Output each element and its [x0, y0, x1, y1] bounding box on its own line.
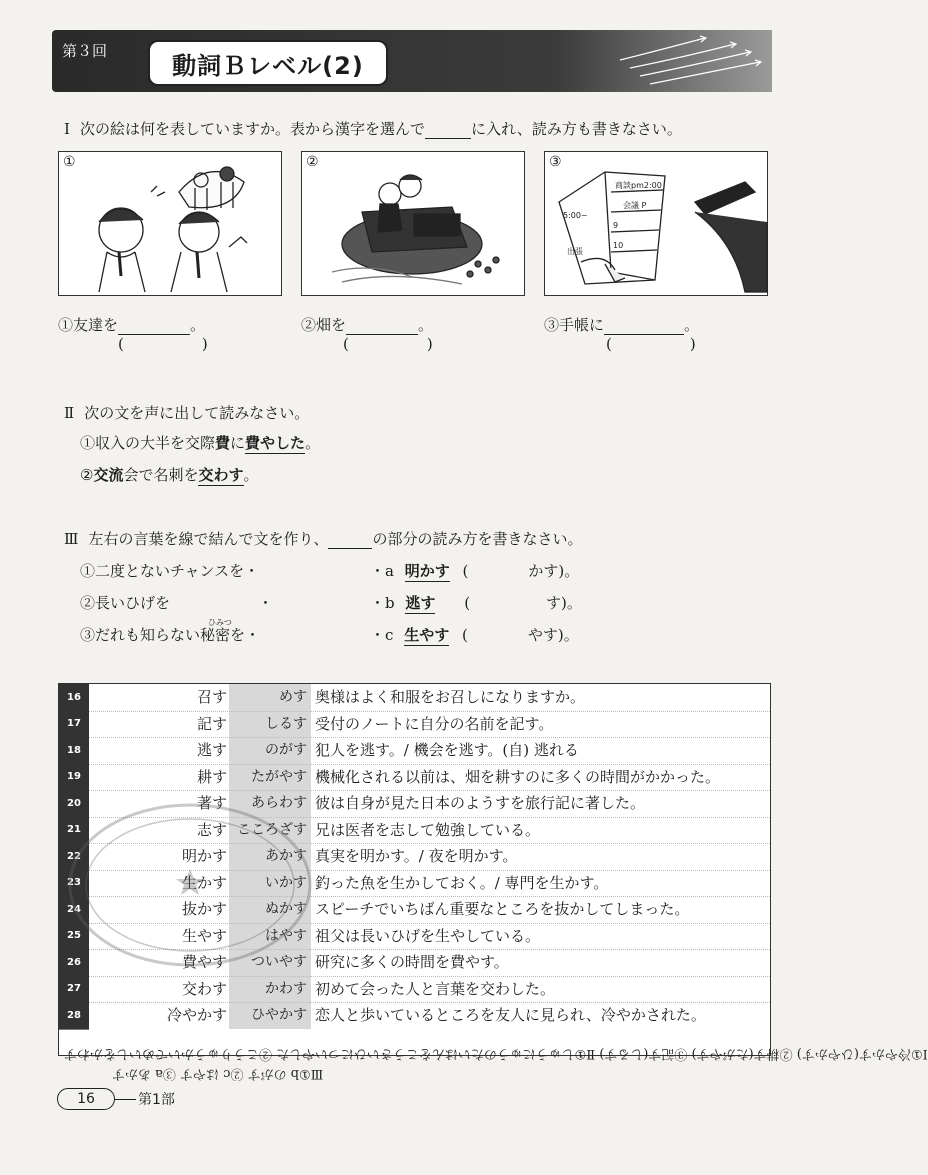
entry-reading: ついやす: [229, 949, 311, 976]
table-row: [59, 1002, 770, 1029]
entry-example: 兄は医者を志して勉強している。: [315, 820, 541, 839]
entry-number: 16: [59, 684, 89, 712]
table-row: [59, 684, 770, 711]
entry-reading: はやす: [229, 923, 311, 950]
teasing-friends-illustration: [59, 152, 281, 295]
match-left-2-dot[interactable]: ・: [258, 594, 274, 612]
entry-kanji: 逃す: [196, 741, 227, 759]
match-right-c[interactable]: ・c 生やす ( やす)。: [370, 626, 579, 644]
page-number: 16: [57, 1088, 115, 1110]
entry-example: 彼は自身が見た日本のようすを旅行記に著した。: [315, 794, 646, 812]
planner-number-9: 9: [613, 221, 619, 230]
entry-reading: ひやかす: [229, 1002, 311, 1029]
entry-example: 真実を明かす。/ 夜を明かす。: [315, 847, 518, 865]
entry-reading: あかす: [229, 843, 311, 870]
entry-example: 犯人を逃す。/ 機会を逃す。(自) 逃れる: [315, 741, 579, 759]
entry-number: 19: [59, 764, 89, 792]
entry-kanji: 費やす: [181, 953, 227, 971]
entry-number: 20: [59, 790, 89, 818]
section2-sentence-2: ②交流会で名刺を交わす。: [80, 466, 259, 484]
entry-kanji: 著す: [196, 794, 227, 812]
entry-number: 21: [59, 817, 89, 845]
planner-entry-1: 商談pm2:00: [615, 181, 662, 190]
section2-sentence-1: ①収入の大半を交際費に費やした。: [80, 434, 321, 452]
decorative-birds-icon: [610, 30, 772, 92]
entry-example: 初めて会った人と言葉を交わした。: [315, 979, 556, 998]
entry-example: 研究に多くの時間を費やす。: [315, 953, 509, 971]
entry-kanji: 志す: [196, 820, 227, 839]
entry-reading: ぬかす: [229, 896, 311, 923]
answer-2: ②畑を 。: [301, 316, 434, 334]
page-title: 動詞Ｂレベル(2): [148, 40, 388, 86]
entry-number: 25: [59, 923, 89, 951]
planner-trip-label: 出張: [567, 247, 583, 256]
entry-kanji: 召す: [196, 688, 227, 706]
entry-kanji: 抜かす: [181, 900, 227, 918]
answer-1: ①友達を 。: [58, 316, 206, 334]
match-left-1[interactable]: ①二度とないチャンスを・: [80, 562, 260, 580]
entry-example: 機械化される以前は、畑を耕すのに多くの時間がかかった。: [315, 767, 721, 786]
entry-kanji: 生やす: [181, 926, 227, 945]
entry-kanji: 明かす: [181, 847, 227, 865]
match-right-a[interactable]: ・a 明かす ( かす)。: [370, 562, 580, 580]
table-row: [59, 764, 770, 791]
reading-paren-1[interactable]: ( ): [118, 335, 208, 353]
entry-number: 23: [59, 870, 89, 898]
match-left-3[interactable]: ③だれも知らない秘密を・: [80, 626, 261, 644]
blank-line: [328, 548, 372, 549]
entry-example: 釣った魚を生かしておく。/ 専門を生かす。: [315, 873, 609, 892]
watermark-stamp-icon: [60, 795, 320, 975]
planner-number-10: 10: [613, 241, 624, 250]
entry-example: 祖父は長いひげを生やしている。: [315, 926, 541, 945]
row-divider: [89, 737, 770, 738]
entry-kanji: 耕す: [196, 767, 227, 786]
answer-3: ③手帳に 。: [544, 316, 700, 334]
table-row: [59, 976, 770, 1003]
entry-example: 奥様はよく和服をお召しになりますか。: [315, 688, 586, 706]
picture-1: ①: [58, 151, 282, 296]
entry-number: 17: [59, 711, 89, 739]
reading-paren-2[interactable]: ( ): [343, 335, 433, 353]
part-label: 第1部: [138, 1092, 175, 1108]
section2-instruction: Ⅱ 次の文を声に出して読みなさい。: [64, 404, 310, 422]
entry-number: 18: [59, 737, 89, 765]
ruby-himitsu: ひみつ: [208, 618, 232, 627]
entry-number: 24: [59, 896, 89, 924]
answer-key-line-2: Ⅰ①冷やかす(ひやかす) ②耕す(たがやす) ③記す(しるす) Ⅱ①しゅうにゅうのたいはんをこうさいひについやした ②こうりゅうかいでめいしをかわす: [64, 1046, 928, 1061]
match-left-2[interactable]: ②長いひげを: [80, 594, 171, 612]
entry-number: 26: [59, 949, 89, 977]
section3-instruction: Ⅲ 左右の言葉を線で結んで文を作り、 の部分の読み方を書きなさい。: [64, 530, 583, 548]
lesson-number: 第３回: [62, 42, 108, 60]
entry-reading: あらわす: [229, 790, 311, 817]
entry-reading: のがす: [229, 737, 311, 764]
entry-reading: いかす: [229, 870, 311, 897]
picture-2: ②: [301, 151, 525, 296]
reading-paren-3[interactable]: ( ): [606, 335, 696, 353]
section1-instruction: Ⅰ 次の絵は何を表していますか。表から漢字を選んで に入れ、読み方も書きなさい。: [64, 120, 682, 138]
row-divider: [89, 976, 770, 977]
planner-entry-2: 会議 P: [623, 201, 647, 210]
entry-reading: めす: [229, 684, 311, 711]
planner-time-label: 5:00~: [563, 211, 588, 220]
picture-3: ③ 5:00~ 商談pm2:00 会議 P 9 10 出張: [544, 151, 768, 296]
table-row: [59, 711, 770, 738]
entry-example: 受付のノートに自分の名前を記す。: [315, 714, 554, 733]
row-divider: [89, 764, 770, 765]
entry-reading: しるす: [229, 711, 311, 738]
row-divider: [89, 1002, 770, 1003]
entry-kanji: 記す: [196, 714, 227, 733]
entry-number: 28: [59, 1002, 89, 1030]
entry-kanji: 交わす: [181, 979, 227, 998]
blank-line: [425, 138, 471, 139]
entry-example: スピーチでいちばん重要なところを抜かしてしまった。: [315, 900, 690, 918]
match-right-b[interactable]: ・b 逃す ( す)。: [370, 594, 582, 612]
entry-kanji: 生かす: [181, 873, 227, 892]
row-divider: [89, 790, 770, 791]
entry-number: 22: [59, 843, 89, 871]
writing-in-planner-illustration: [545, 152, 767, 295]
entry-reading: こころざす: [229, 817, 311, 844]
row-divider: [89, 711, 770, 712]
entry-example: 恋人と歩いているところを友人に見られ、冷やかされた。: [315, 1006, 706, 1024]
entry-reading: かわす: [229, 976, 311, 1003]
answer-key-line-1: Ⅲ①b のがす ②c はやす ③a あかす: [112, 1066, 324, 1081]
entry-reading: たがやす: [229, 764, 311, 791]
entry-number: 27: [59, 976, 89, 1004]
plowing-tractor-illustration: [302, 152, 524, 295]
footer-divider: [114, 1099, 136, 1100]
table-row: [59, 737, 770, 764]
entry-kanji: 冷やかす: [166, 1006, 227, 1024]
